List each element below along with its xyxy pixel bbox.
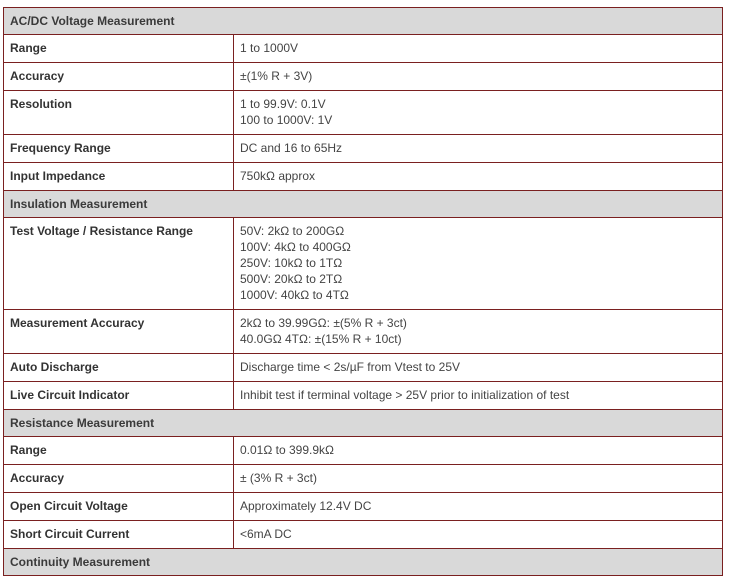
spec-value — [234, 382, 723, 410]
section-title: Resistance Measurement — [4, 410, 723, 437]
spec-value — [234, 163, 723, 191]
spec-label: Accuracy — [4, 63, 234, 91]
spec-label: Auto Discharge — [4, 354, 234, 382]
section-header-resistance-measurement — [4, 410, 723, 437]
spec-value — [234, 354, 723, 382]
spec-label: Frequency Range — [4, 135, 234, 163]
spec-value-line: 0.01Ω to 399.9kΩ — [240, 443, 335, 457]
spec-value-line: 500V: 20kΩ to 2TΩ — [240, 272, 343, 286]
spec-label: Live Circuit Indicator — [4, 382, 234, 410]
spec-value-line: Discharge time < 2s/µF from Vtest to 25V — [240, 360, 460, 374]
spec-label: Input Impedance — [4, 163, 234, 191]
section-header-ac-dc-voltage-measurement — [4, 8, 723, 35]
spec-value-line: 100 to 1000V: 1V — [240, 113, 333, 127]
spec-value-line: 1 to 1000V — [240, 41, 299, 55]
spec-row-frequency-range — [4, 135, 723, 163]
specifications-table — [3, 7, 723, 576]
spec-label: Short Circuit Current — [4, 521, 234, 549]
spec-label: Test Voltage / Resistance Range — [4, 218, 234, 310]
spec-value — [234, 218, 723, 310]
spec-value-line: 250V: 10kΩ to 1TΩ — [240, 256, 343, 270]
spec-value-line: 750kΩ approx — [240, 169, 316, 183]
spec-value-line: 100V: 4kΩ to 400GΩ — [240, 240, 351, 254]
spec-row-open-circuit-voltage — [4, 493, 723, 521]
spec-row-auto-discharge — [4, 354, 723, 382]
specifications-body — [4, 8, 723, 576]
section-header-continuity-measurement — [4, 549, 723, 576]
spec-value — [234, 63, 723, 91]
spec-value-line: ±(1% R + 3V) — [240, 69, 313, 83]
spec-label: Measurement Accuracy — [4, 310, 234, 354]
spec-value — [234, 493, 723, 521]
spec-value — [234, 437, 723, 465]
spec-value-line: 1 to 99.9V: 0.1V — [240, 97, 326, 111]
spec-row-resolution — [4, 91, 723, 135]
spec-value-line: 50V: 2kΩ to 200GΩ — [240, 224, 345, 238]
section-title: Continuity Measurement — [4, 549, 723, 576]
spec-value — [234, 521, 723, 549]
section-title: AC/DC Voltage Measurement — [4, 8, 723, 35]
spec-row-range — [4, 35, 723, 63]
spec-label: Open Circuit Voltage — [4, 493, 234, 521]
section-title: Insulation Measurement — [4, 191, 723, 218]
spec-value-line: 2kΩ to 39.99GΩ: ±(5% R + 3ct) — [240, 316, 407, 330]
spec-value — [234, 310, 723, 354]
spec-row-live-circuit-indicator — [4, 382, 723, 410]
spec-value — [234, 465, 723, 493]
spec-value-line: <6mA DC — [240, 527, 292, 541]
spec-value-line: 1000V: 40kΩ to 4TΩ — [240, 288, 349, 302]
section-header-insulation-measurement — [4, 191, 723, 218]
spec-value — [234, 35, 723, 63]
spec-row-input-impedance — [4, 163, 723, 191]
spec-row-measurement-accuracy — [4, 310, 723, 354]
spec-value-line: ± (3% R + 3ct) — [240, 471, 317, 485]
spec-value-line: Inhibit test if terminal voltage > 25V prior to initialization of test — [240, 388, 570, 402]
spec-row-accuracy — [4, 465, 723, 493]
spec-row-short-circuit-current — [4, 521, 723, 549]
spec-value-line: DC and 16 to 65Hz — [240, 141, 343, 155]
spec-value-line: 40.0GΩ 4TΩ: ±(15% R + 10ct) — [240, 332, 402, 346]
spec-label: Range — [4, 35, 234, 63]
spec-row-test-voltage-resistance-range — [4, 218, 723, 310]
spec-label: Range — [4, 437, 234, 465]
spec-label: Resolution — [4, 91, 234, 135]
spec-row-range — [4, 437, 723, 465]
spec-label: Accuracy — [4, 465, 234, 493]
spec-value-line: Approximately 12.4V DC — [240, 499, 372, 513]
spec-row-accuracy — [4, 63, 723, 91]
spec-value — [234, 135, 723, 163]
spec-value — [234, 91, 723, 135]
